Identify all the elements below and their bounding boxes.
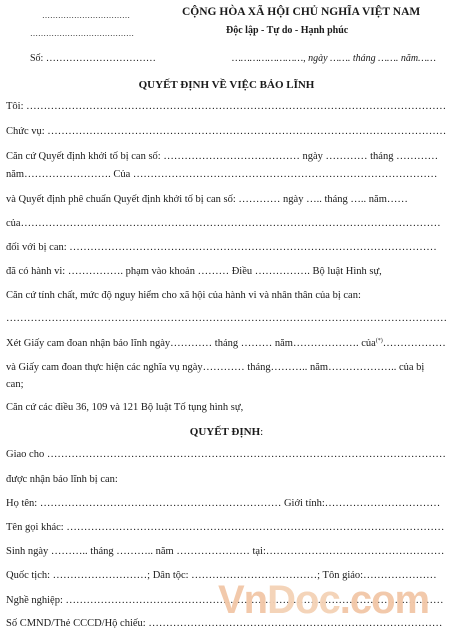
legal-basis-line: Căn cứ các điều 36, 109 và 121 Bộ luật Tố tụng hình sự, — [6, 402, 244, 413]
nation-title: CỘNG HÒA XÃ HỘI CHỦ NGHĨA VIỆT NAM — [182, 6, 421, 18]
occupation-line: Nghề nghiệp: ……………………………………………………………………………………………… — [6, 595, 444, 606]
receive-guarantee-line: được nhận bảo lĩnh bị can: — [6, 474, 118, 485]
id-card-line: Số CMND/Thẻ CCCD/Hộ chiếu: ………………………………………………………………………… — [6, 618, 443, 629]
alias-line: Tên gọi khác: ……………………………………………………………………………………………… — [6, 522, 445, 533]
guarantee-letter-line — [6, 337, 446, 350]
basis-nature-line: Căn cứ tính chất, mức độ nguy hiểm cho xã hội của hành vi và nhân thân của bị can: — [6, 290, 361, 301]
guarantee-letter-text: Xét Giấy cam đoan nhận bảo lĩnh ngày………… tháng ……… năm………………. của — [6, 338, 376, 349]
guarantee-letter-tail: ……………… — [382, 338, 446, 349]
approval-line-1: và Quyết định phê chuẩn Quyết định khởi tố bị can số: ………… ngày ….. tháng ….. năm…… — [6, 194, 408, 205]
field-toi: Tôi: ………………………………………………………………………………………………………… — [6, 101, 447, 112]
birth-line: Sinh ngày ……….. tháng ……….. năm ………………… tại:…………………………………………… — [6, 546, 445, 557]
header-left-dots-1: …………………………… — [42, 11, 130, 20]
watermark-logo — [218, 578, 429, 622]
motto: Độc lập - Tự do - Hạnh phúc — [226, 25, 349, 36]
assign-to-line: Giao cho …………………………………………………………………………………………………… — [6, 449, 446, 460]
full-name-line: Họ tên: …………………………………………………………… Giới tính:…………………………… — [6, 498, 441, 509]
decision-heading-text: QUYẾT ĐỊNH — [189, 426, 261, 438]
watermark-part-1: Vn — [218, 578, 268, 622]
basis-line-1: Căn cứ Quyết định khởi tố bị can số: ………………………………… ngày ………… tháng ………… — [6, 151, 439, 162]
decision-heading-colon: : — [260, 426, 264, 438]
defendant-line: đối với bị can: …………………………………………………………………………………………… — [6, 242, 437, 253]
act-line: đã có hành vi: ……………. phạm vào khoản ……… Điều ……………. Bộ luật Hình sự, — [6, 266, 382, 277]
field-chuc-vu: Chức vụ: …………………………………………………………………………………………………… — [6, 126, 447, 137]
document-number: Số: …………………………… — [30, 53, 156, 64]
document-title: QUYẾT ĐỊNH VỀ VIỆC BẢO LĨNH — [138, 79, 315, 91]
blank-dots-line: ……………………………………………………………………………………………………………… — [6, 313, 447, 324]
watermark-part-3: .com — [339, 578, 430, 622]
obligation-letter-line: và Giấy cam đoan thực hiện các nghĩa vụ ngày………… tháng……….. năm……………….. của bị — [6, 362, 425, 373]
nationality-line: Quốc tịch: ………………………; Dân tộc: ………………………………; Tôn giáo:………………… — [6, 570, 437, 581]
obligation-letter-line-2: can; — [6, 379, 24, 390]
footnote-mark: (*) — [375, 338, 383, 344]
watermark-part-2: Doc — [267, 578, 340, 622]
basis-line-2: năm……………………. Của …………………………………………………………………………… — [6, 169, 438, 180]
decision-heading — [0, 426, 453, 439]
place-date: ……………………, ngày ……. tháng ……. năm…… — [232, 53, 436, 64]
approval-line-2: của………………………………………………………………………………………………………… — [6, 218, 441, 229]
header-left-dots-2: ………………………………… — [30, 29, 134, 38]
